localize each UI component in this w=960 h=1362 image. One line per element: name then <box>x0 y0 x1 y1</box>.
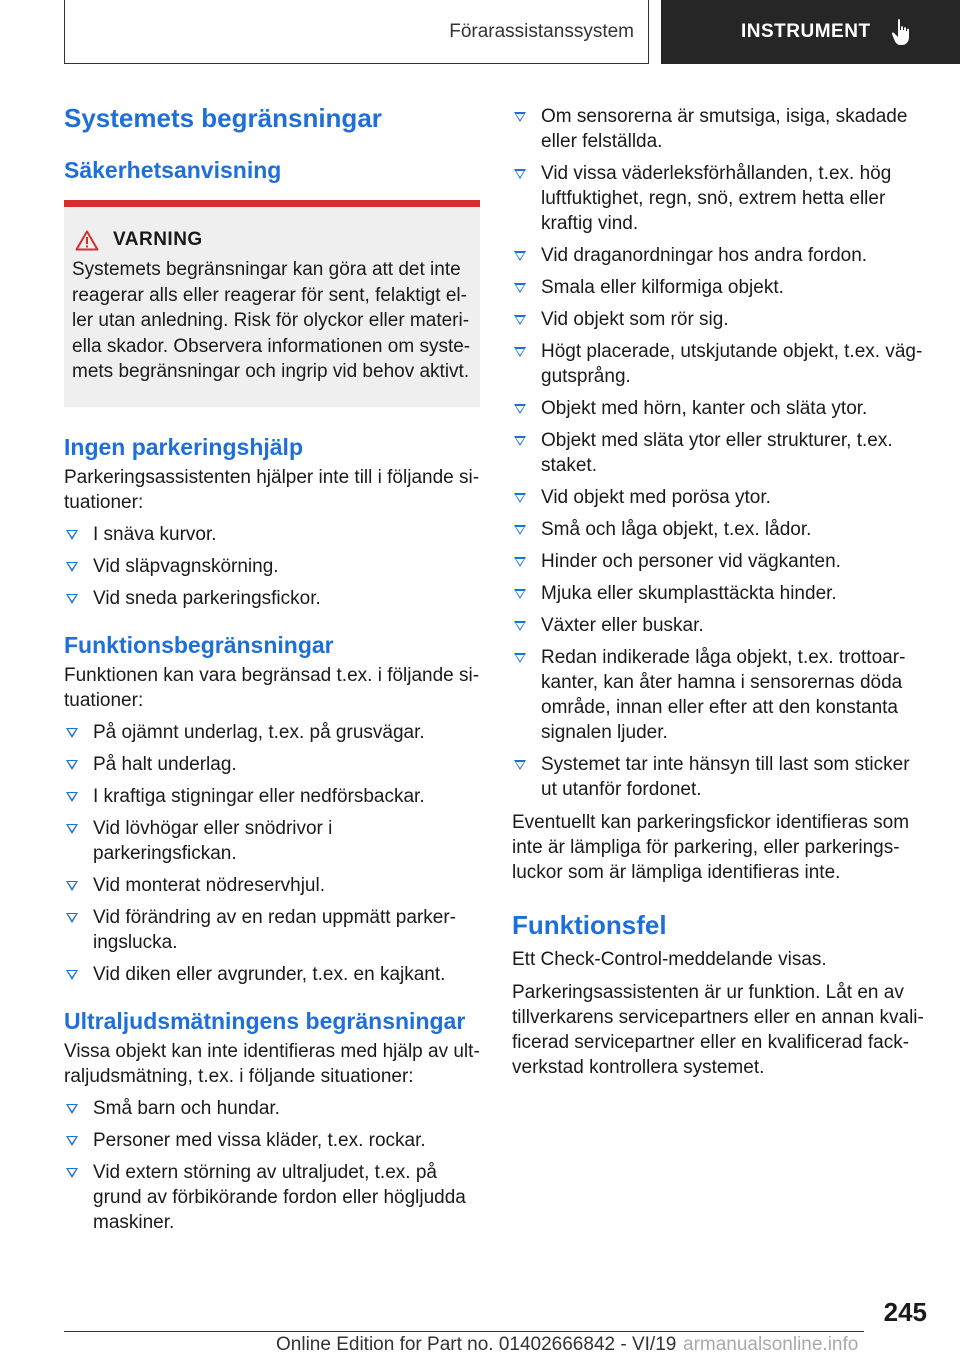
header-chapter-box <box>661 0 960 64</box>
bullet-triangle-icon <box>66 970 78 980</box>
bullet-triangle-icon <box>514 589 526 599</box>
bullet-triangle-icon <box>66 530 78 540</box>
warning-header <box>72 229 472 251</box>
list-item: Vid extern störning av ultraljudet, t.ex. på grund av förbikörande fordon eller högljudda maskiner. <box>64 1160 480 1235</box>
footer-divider <box>64 1331 864 1332</box>
bullet-triangle-icon <box>514 525 526 535</box>
warning-text: Systemets begränsningar kan göra att det inte reagerar alls eller reagerar för sent, felaktigt eller utan anledning. Risk för olyckor eller materiella skador. Observera informationen om systemets begränsningar och ingrip vid behov aktivt. <box>72 259 471 382</box>
page-number: 245 <box>883 1297 927 1327</box>
bullet-triangle-icon <box>514 653 526 663</box>
bullet-triangle-icon <box>514 436 526 446</box>
bullet-triangle-icon <box>514 283 526 293</box>
malfunction-paragraph-1: Ett Check-Control-meddelande visas. <box>512 949 827 970</box>
no-parking-list <box>64 522 480 611</box>
bullet-triangle-icon <box>66 913 78 923</box>
bullet-triangle-icon <box>514 760 526 770</box>
ultrasound-heading: Ultraljudsmätningens begränsningar <box>64 1007 466 1034</box>
list-item: På ojämnt underlag, t.ex. på grusvägar. <box>64 720 480 745</box>
header-chapter-title: INSTRUMENT <box>741 21 871 42</box>
list-item: Vid diken eller avgrunder, t.ex. en kajkant. <box>64 962 480 987</box>
list-item: Mjuka eller skumplasttäckta hinder. <box>512 581 928 606</box>
bullet-triangle-icon <box>514 169 526 179</box>
bullet-triangle-icon <box>66 1104 78 1114</box>
list-item: Hinder och personer vid vägkanten. <box>512 549 928 574</box>
function-limits-heading: Funktionsbegränsningar <box>64 631 334 658</box>
bullet-triangle-icon <box>66 792 78 802</box>
list-item: Små och låga objekt, t.ex. lådor. <box>512 517 928 542</box>
bullet-triangle-icon <box>66 760 78 770</box>
list-item: Vid objekt som rör sig. <box>512 307 928 332</box>
function-limits-list <box>64 720 480 987</box>
list-item: Små barn och hundar. <box>64 1096 480 1121</box>
bullet-triangle-icon <box>66 594 78 604</box>
header-section-box <box>64 0 649 64</box>
bullet-triangle-icon <box>66 728 78 738</box>
bullet-triangle-icon <box>514 112 526 122</box>
ultrasound-list-continued <box>512 104 928 802</box>
bullet-triangle-icon <box>66 1136 78 1146</box>
bullet-triangle-icon <box>514 251 526 261</box>
safety-heading: Säkerhetsanvisning <box>64 157 282 183</box>
header-section-title: Förarassistanssystem <box>449 20 634 42</box>
list-item: Växter eller buskar. <box>512 613 928 638</box>
ultrasound-intro: Vissa objekt kan inte identifieras med hjälp av ultraljudsmätning, t.ex. i följande situationer: <box>64 1040 480 1087</box>
list-item: På halt underlag. <box>64 752 480 777</box>
pointing-hand-icon <box>891 18 915 46</box>
list-item: Systemet tar inte hänsyn till last som sticker ut utanför fordonet. <box>512 752 928 802</box>
list-item: Vid lövhögar eller snödrivor i parkeringsfickan. <box>64 816 480 866</box>
list-item: Vid släpvagnskörning. <box>64 554 480 579</box>
no-parking-intro: Parkeringsassistenten hjälper inte till i följande situationer: <box>64 466 480 513</box>
bullet-triangle-icon <box>66 1168 78 1178</box>
list-item: Smala eller kilformiga objekt. <box>512 275 928 300</box>
list-item: Vid objekt med porösa ytor. <box>512 485 928 510</box>
malfunction-paragraph-2: Parkeringsassistenten är ur funktion. Låt en av tillverkarens servicepartners eller en annan kvalificerad servicepartner eller en kvalificerad fackverkstad kontrollera systemet. <box>512 982 924 1078</box>
bullet-triangle-icon <box>514 621 526 631</box>
page-title: Systemets begränsningar <box>64 103 382 133</box>
bullet-triangle-icon <box>66 562 78 572</box>
list-item: Vid vissa väderleksförhållanden, t.ex. hög luftfuktighet, regn, snö, extrem hetta eller kraftig vind. <box>512 161 928 236</box>
bullet-triangle-icon <box>514 557 526 567</box>
list-item: Vid sneda parkeringsfickor. <box>64 586 480 611</box>
bullet-triangle-icon <box>514 347 526 357</box>
malfunction-heading: Funktionsfel <box>512 910 667 940</box>
list-item: Personer med vissa kläder, t.ex. rockar. <box>64 1128 480 1153</box>
right-column <box>512 100 928 1080</box>
bullet-triangle-icon <box>514 404 526 414</box>
list-item: I kraftiga stigningar eller nedförsbackar. <box>64 784 480 809</box>
warning-triangle-icon <box>75 230 99 251</box>
bullet-triangle-icon <box>514 315 526 325</box>
list-item: Redan indikerade låga objekt, t.ex. trottoarkanter, kan åter hamna i sensorernas döda område, innan eller efter att den konstanta signalen ljuder. <box>512 645 928 745</box>
list-item: Vid förändring av en redan uppmätt parkeringslucka. <box>64 905 480 955</box>
list-item: Högt placerade, utskjutande objekt, t.ex. väggutsprång. <box>512 339 928 389</box>
warning-box <box>64 200 480 407</box>
list-item: Vid monterat nödreservhjul. <box>64 873 480 898</box>
list-item: Om sensorerna är smutsiga, isiga, skadade eller felställda. <box>512 104 928 154</box>
footer-edition: Online Edition for Part no. 01402666842 - VI/19 <box>276 1334 677 1355</box>
bullet-triangle-icon <box>66 881 78 891</box>
warning-label: VARNING <box>113 229 203 250</box>
list-item: Objekt med hörn, kanter och släta ytor. <box>512 396 928 421</box>
list-item: Vid draganordningar hos andra fordon. <box>512 243 928 268</box>
list-item: I snäva kurvor. <box>64 522 480 547</box>
watermark: armanualsonline.info <box>683 1334 859 1355</box>
bullet-triangle-icon <box>514 493 526 503</box>
closing-paragraph: Eventuellt kan parkeringsfickor identifieras som inte är lämpliga för parkering, eller parkeringsluckor som är lämpliga identifieras inte. <box>512 812 910 883</box>
ultrasound-list <box>64 1096 480 1235</box>
function-limits-intro: Funktionen kan vara begränsad t.ex. i följande situationer: <box>64 664 480 711</box>
bullet-triangle-icon <box>66 824 78 834</box>
list-item: Objekt med släta ytor eller strukturer, t.ex. staket. <box>512 428 928 478</box>
no-parking-heading: Ingen parkeringshjälp <box>64 433 303 460</box>
left-column <box>64 100 480 1235</box>
